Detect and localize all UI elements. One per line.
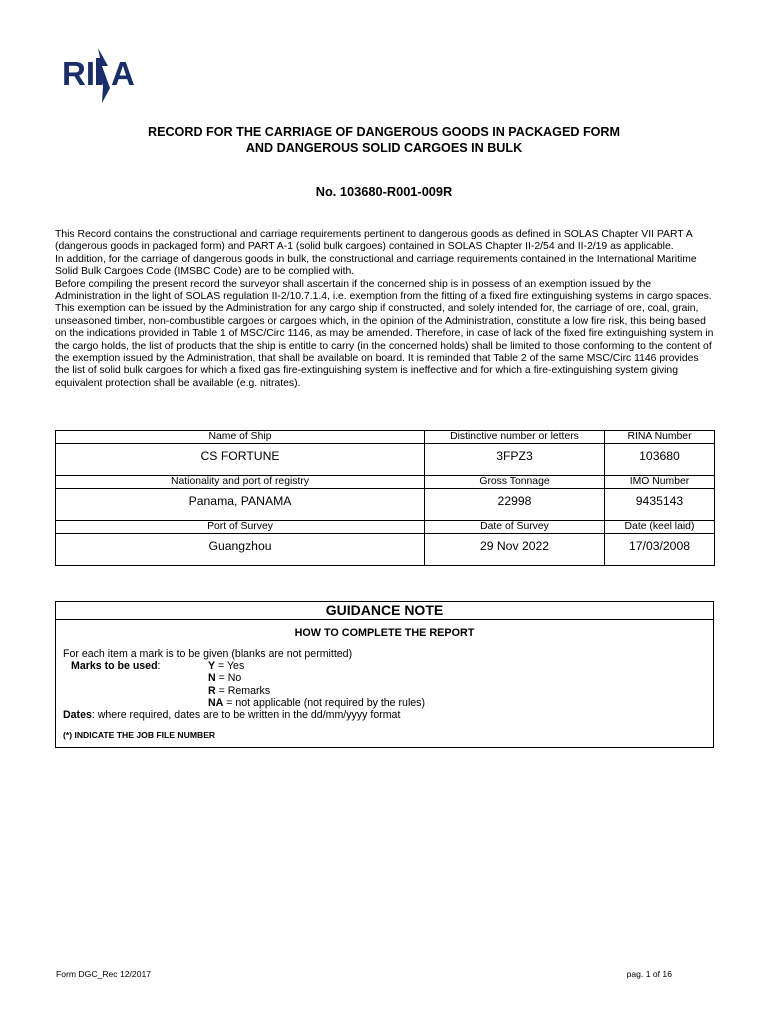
date-of-survey-value: 29 Nov 2022 [425, 534, 605, 566]
mark-n-key: N [208, 672, 216, 685]
guidance-mark-n [63, 672, 425, 684]
table-row [56, 444, 715, 476]
guidance-dates [63, 709, 425, 721]
intro-paragraph-1: This Record contains the constructional and carriage requirements pertinent to dangerous goods as defined in SOLAS Chapter VII PART A (dangerous goods in packaged form) and PART A-1 (solid bulk cargoes) contained in SOLAS Chapter II-2/54 and II-2/19 as applicable. [55, 229, 693, 253]
ship-details-table [55, 430, 715, 566]
gross-tonnage-label: Gross Tonnage [425, 476, 605, 489]
port-of-survey-label: Port of Survey [56, 521, 425, 534]
svg-text:RI: RI [62, 55, 95, 92]
nationality-value: Panama, PANAMA [56, 489, 425, 521]
svg-text:A: A [111, 55, 135, 92]
document-number: No. 103680-R001-009R [315, 184, 453, 199]
guidance-title: GUIDANCE NOTE [56, 602, 713, 620]
table-row [56, 521, 715, 534]
page-number: pag. 1 of 16 [626, 969, 672, 979]
gross-tonnage-value: 22998 [425, 489, 605, 521]
form-code: Form DGC_Rec 12/2017 [56, 969, 152, 979]
mark-r-key: R [208, 684, 216, 697]
rina-logo [62, 46, 144, 104]
mark-na-text: = not applicable (not required by the rules) [223, 696, 426, 709]
intro-paragraph-3: Before compiling the present record the surveyor shall ascertain if the concerned ship is in possess of an exemption issued by the Administration in the light of SOLAS regulation II-2/10.7.1.4, i.e. exemption from the fitting of a fixed fire extinguishing systems in cargo spaces. This exemption can be issued by the Administration for any cargo ship if constructed, and solely intended for, the carriage of ore, coal, grain, unseasoned timber, non-combustible cargoes or cargoes which, in the opinion of the Administration, constitute a low fire risk, this being based on the indications provided in Table 1 of MSC/Circ 1146, as may be amended. Therefore, in case of lack of the fixed fire extinguishing system in the cargo holds, the list of products that the ship is entitle to carry (in the concerned holds) shall be limited to those conforming to the content of the exemption issued by the Administration, that shall be available on board. It is reminded that Table 2 of the same MSC/Circ 1146 provides the list of solid bulk cargoes for which a fixed gas fire-extinguishing system is ineffective and for which a fire-extinguishing system giving equivalent protection shall be available (e.g. nitrates). [55, 278, 714, 389]
guidance-mark-r [63, 685, 425, 697]
mark-na-key: NA [208, 696, 224, 709]
table-row [56, 431, 715, 444]
intro-text [55, 229, 715, 390]
imo-number-value: 9435143 [605, 489, 715, 521]
name-of-ship-label: Name of Ship [56, 431, 425, 444]
date-of-survey-label: Date of Survey [425, 521, 605, 534]
mark-y-text: = Yes [215, 660, 245, 673]
dates-text: : where required, dates are to be written in the dd/mm/yyyy format [91, 708, 401, 721]
guidance-subtitle: HOW TO COMPLETE THE REPORT [294, 627, 475, 639]
name-of-ship-value: CS FORTUNE [56, 444, 425, 476]
table-row [56, 534, 715, 566]
intro-paragraph-2: In addition, for the carriage of dangerous goods in bulk, the constructional and carriage requirements contained in the International Maritime Solid Bulk Cargoes Code (IMSBC Code) are to be complied with. [55, 253, 697, 278]
guidance-line: For each item a mark is to be given (blanks are not permitted) [63, 648, 353, 660]
keel-laid-value: 17/03/2008 [605, 534, 715, 566]
document-title-line2: AND DANGEROUS SOLID CARGOES IN BULK [245, 141, 523, 155]
marks-label: Marks to be used [71, 660, 158, 673]
table-row [56, 476, 715, 489]
distinctive-value: 3FPZ3 [425, 444, 605, 476]
job-file-note: (*) INDICATE THE JOB FILE NUMBER [63, 730, 216, 741]
marks-colon: : [157, 660, 161, 673]
guidance-mark-na [63, 697, 425, 709]
dates-label: Dates [63, 708, 92, 721]
imo-number-label: IMO Number [605, 476, 715, 489]
port-of-survey-value: Guangzhou [56, 534, 425, 566]
guidance-marks-row [63, 660, 425, 672]
rina-number-value: 103680 [605, 444, 715, 476]
mark-r-text: = Remarks [215, 684, 271, 697]
table-row [56, 489, 715, 521]
nationality-label: Nationality and port of registry [56, 476, 425, 489]
guidance-note-box [55, 601, 714, 748]
guidance-body [63, 648, 425, 741]
document-title-line1: RECORD FOR THE CARRIAGE OF DANGEROUS GOODS IN PACKAGED FORM [147, 125, 621, 139]
mark-y-key: Y [208, 660, 216, 673]
distinctive-label: Distinctive number or letters [425, 431, 605, 444]
rina-number-label: RINA Number [605, 431, 715, 444]
keel-laid-label: Date (keel laid) [605, 521, 715, 534]
mark-n-text: = No [215, 672, 242, 685]
